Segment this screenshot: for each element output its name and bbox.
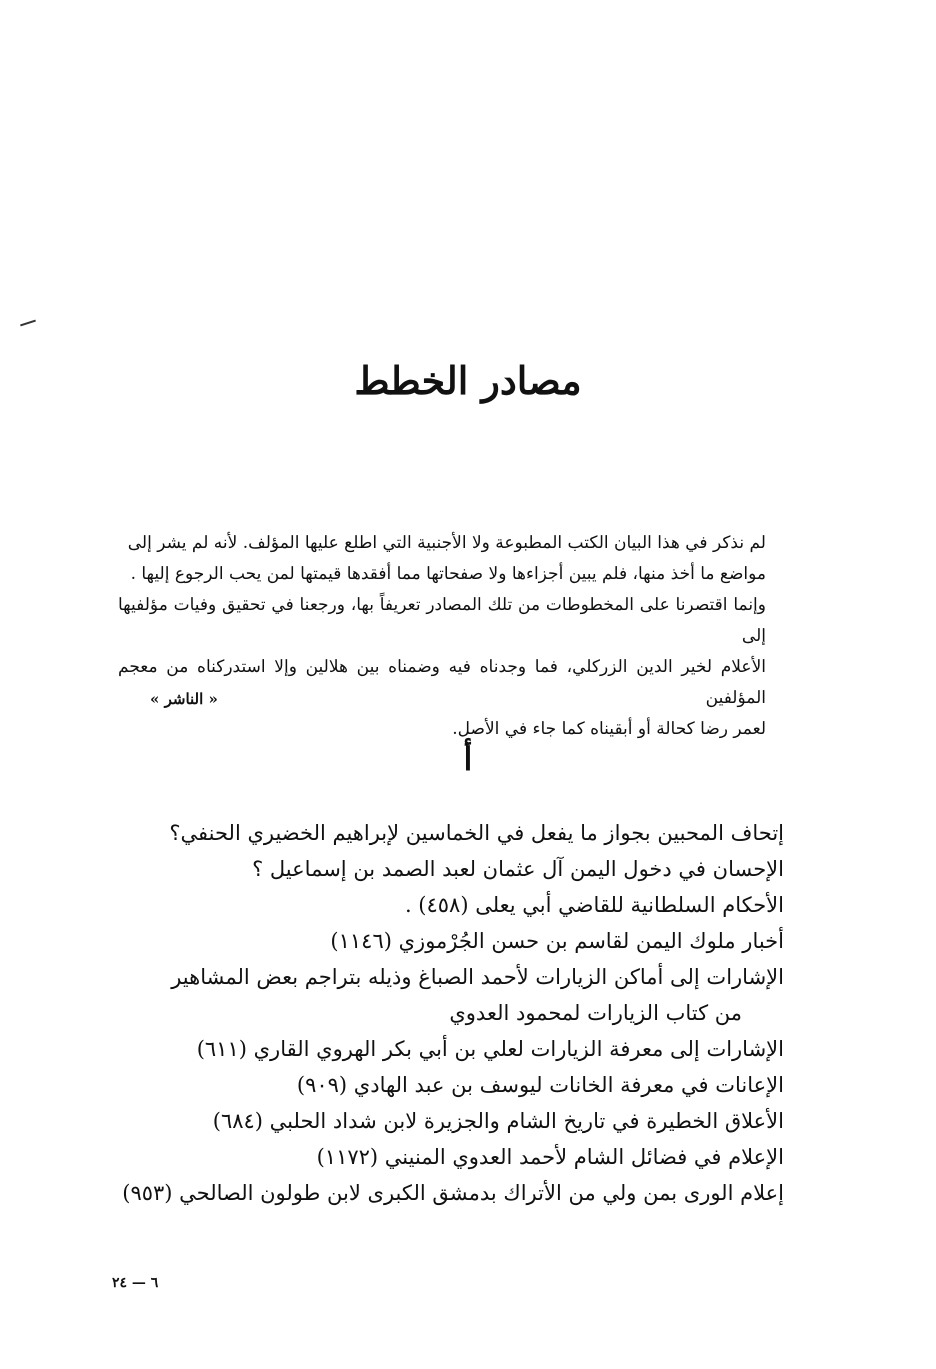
list-item: أخبار ملوك اليمن لقاسم بن حسن الجُرْموزي (١١٤٦) xyxy=(330,929,784,953)
list-item: إعلام الورى بمن ولي من الأتراك بدمشق الكبرى لابن طولون الصالحي (٩٥٣) xyxy=(122,1181,784,1205)
intro-line: لم نذكر في هذا البيان الكتب المطبوعة ولا الأجنبية التي اطلع عليها المؤلف. لأنه لم يشر إلى xyxy=(127,533,766,553)
list-item: الإعانات في معرفة الخانات ليوسف بن عبد الهادي (٩٠٩) xyxy=(296,1073,784,1097)
list-item: الإعلام في فضائل الشام لأحمد العدوي المنيني (١١٧٢) xyxy=(316,1145,784,1169)
page-number: ٦ — ٢٤ xyxy=(112,1275,159,1291)
section-letter: أ xyxy=(463,740,473,778)
intro-line: مواضع ما أخذ منها، فلم يبين أجزاءها ولا صفحاتها مما أفقدها قيمتها لمن يحب الرجوع إليها . xyxy=(130,564,766,584)
publisher-signature: « الناشر » xyxy=(150,690,218,708)
sources-list xyxy=(104,815,784,1211)
intro-line: الأعلام لخير الدين الزركلي، فما وجدناه فيه وضمناه بين هلالين وإلا استدركناه من معجم المؤلفين xyxy=(118,657,766,708)
intro-line: لعمر رضا كحالة أو أبقيناه كما جاء في الأصل. xyxy=(452,719,766,739)
intro-paragraph xyxy=(118,528,766,745)
list-item: الأعلاق الخطيرة في تاريخ الشام والجزيرة لابن شداد الحلبي (٦٨٤) xyxy=(212,1109,784,1133)
list-item: إتحاف المحبين بجواز ما يفعل في الخماسين لإبراهيم الخضيري الحنفي؟ xyxy=(169,821,784,845)
list-item: الإحسان في دخول اليمن آل عثمان لعبد الصمد بن إسماعيل ؟ xyxy=(252,857,784,881)
page-title: مصادر الخطط xyxy=(354,358,582,403)
list-item: الأحكام السلطانية للقاضي أبي يعلى (٤٥٨) . xyxy=(404,893,784,917)
list-item: الإشارات إلى أماكن الزيارات لأحمد الصباغ وذيله بتراجم بعض المشاهير xyxy=(171,965,784,989)
margin-mark xyxy=(20,320,36,327)
intro-line: وإنما اقتصرنا على المخطوطات من تلك المصادر تعريفاً بها، ورجعنا في تحقيق وفيات مؤلفيها إلى xyxy=(118,595,766,646)
list-item: الإشارات إلى معرفة الزيارات لعلي بن أبي بكر الهروي القاري (٦١١) xyxy=(196,1037,784,1061)
list-item-continuation: من كتاب الزيارات لمحمود العدوي xyxy=(449,1001,742,1025)
